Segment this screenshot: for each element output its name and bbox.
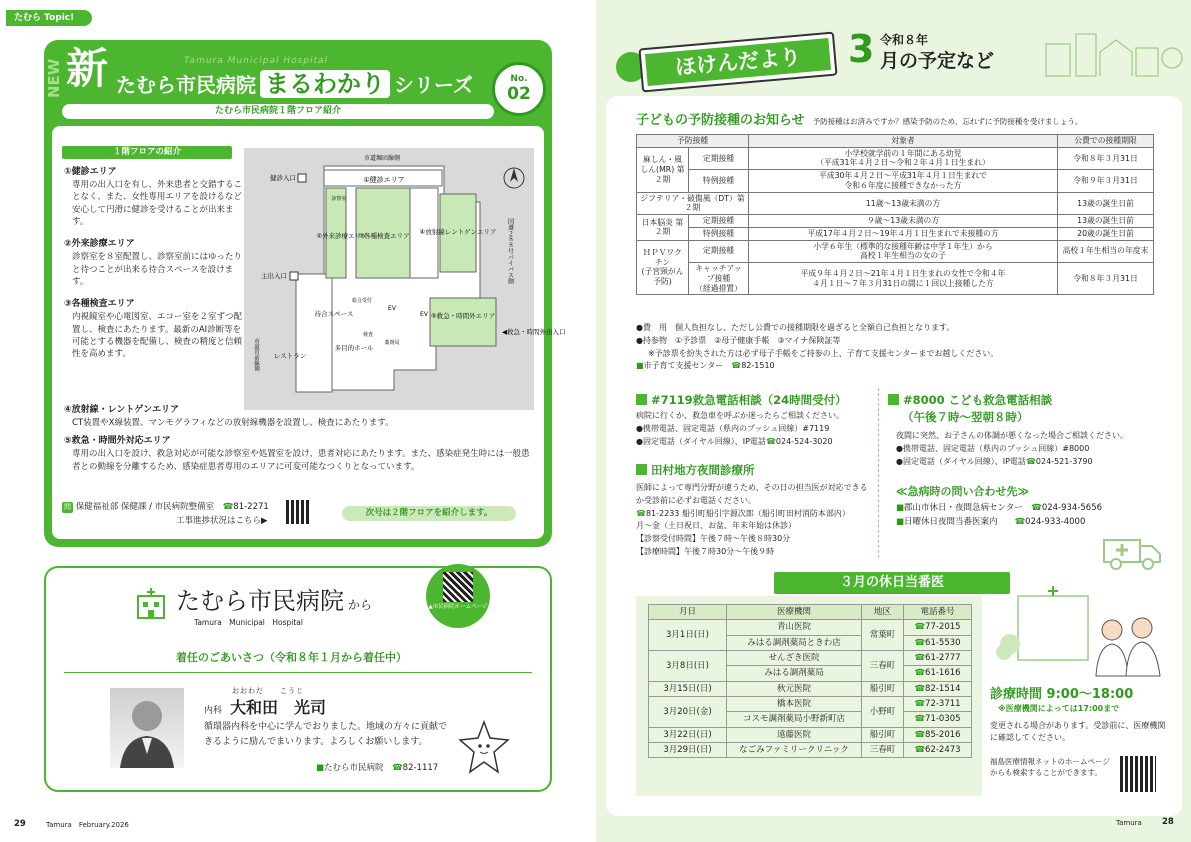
new-badge: NEW <box>45 58 63 98</box>
holiday-title: ３月の休日当番医 <box>774 572 1010 594</box>
emergency-title: ≪急病時の問い合わせ先≫ <box>896 485 1030 498</box>
table-row: 3月15日(日) 秋元医院 船引町 ☎82-1514 <box>649 681 972 696</box>
greeting-body: 循環器内科を中心に学んでおりました。地域の方々に貢献できるように励んでまいります。よろしくお願いします。 <box>204 722 448 748</box>
phone-icon: ☎ <box>222 502 234 512</box>
qr-code-medical-info[interactable] <box>1120 756 1156 792</box>
left-page <box>0 0 595 842</box>
phone-icon: ☎ <box>914 729 926 740</box>
map-road-left: 市道宮前線側 <box>253 338 259 371</box>
schedule-title: 月の予定など <box>880 50 995 72</box>
c7119-title: #7119救急電話相談（24時間受付） <box>636 392 847 409</box>
banner-title: ほけんだより <box>645 38 831 86</box>
area-item-1: ①健診エリア 専用の出入口を有し、外来患者と交錯することなく、また、女性専用エリアを設けるなど安心して円滑に健診を受けることが出来ます。 <box>64 167 243 227</box>
phone-icon: ☎ <box>914 683 926 694</box>
qr-badge[interactable]: ▲市民病院ホームページ <box>426 564 490 628</box>
map-exam-room: 診察室 <box>331 196 347 202</box>
phone-icon: ☎ <box>914 622 926 633</box>
month-number: 3 <box>848 27 875 71</box>
vaccination-notes: ●費 用 個人負担なし、ただし公費での接種期限を過ぎると全額自己負担となります。 ●持参物 ①予診票 ②母子健康手帳 ③マイナ保険証等 ※予診票を紛失された方は必ず母子手帳をご持参の上、子育て支援センターまでお越しください。 ■市子育て支援センター ☎82-1510 <box>636 323 999 371</box>
table-header: 月日 医療機関 地区 電話番号 <box>649 605 972 620</box>
map-area-1: ①健診エリア <box>363 176 405 184</box>
phone-icon: ☎ <box>731 361 742 371</box>
title-en: Tamura Municipal Hospital <box>184 56 329 66</box>
doctors-illustration <box>996 584 1166 676</box>
table-row: 3月20日(金) 橋本医院 小野町 ☎72-3711 <box>649 696 972 711</box>
table-row: みはる調剤薬局ときわ店 ☎61-5530 <box>649 635 972 650</box>
map-road-right: 国道２８８号バイパス側 <box>506 218 514 284</box>
feature-content <box>52 126 566 539</box>
clinic-hours-note: ※医療機関によっては17:00まで <box>998 704 1120 713</box>
left-page-number: 29 <box>14 819 26 829</box>
c7119-body: 病院に行くか、救急車を呼ぶか迷ったらご相談ください。 ●携帯電話、固定電話（県内のプッシュ回線）#7119 ●固定電話（ダイヤル回線）、IP電話☎024-524-3020 <box>636 411 844 446</box>
qr-code-progress[interactable] <box>286 500 310 524</box>
c8000-title: #8000 こども救急電話相談 （午後７時～翌朝８時） <box>888 392 1052 425</box>
night-clinic-title: 田村地方夜間診療所 <box>636 462 755 479</box>
table-row: ＨＰＶワクチン (子宮頸がん予防) 定期接種 小学６年生（標準的な接種年齢は中学１年生）から 高校１年生相当の女の子 高校１年生相当の年度末 <box>637 240 1154 262</box>
contact-line: 問 保健福祉部 保健課 / 市民病院整備室 ☎81-2271 <box>64 502 269 512</box>
night-clinic-body: 医師によって専門分野が違うため、その日の担当医が対応できるか受診前に必ずお電話ください。 ☎81-2233 船引町船引字源次郎（船引町田村消防本部内） 月～金（土日祝日、お盆、年末年始は休診） 【診察受付時間】午後７時～午後８時30分 【診療時間】午後７時30分～午後９時 <box>636 483 868 556</box>
issue-number-badge: No. 02 <box>492 62 546 116</box>
map-area-5: ⑤救急・時間外エリア <box>430 312 496 320</box>
search-note: 福島医療情報ネットのホームページからも検索することができます。 <box>990 757 1110 778</box>
right-page <box>596 0 1191 842</box>
ambulance-icon <box>1102 530 1164 570</box>
change-note: 変更される場合があります。受診前に、医療機関に確認してください。 <box>990 721 1166 742</box>
map-pharmacy: 薬剤局 <box>384 340 400 346</box>
map-area-2: ②外来診療エリア <box>316 232 368 240</box>
map-ev-1: EV <box>388 305 396 312</box>
mascot-character <box>456 718 512 776</box>
area-item-2: ②外来診療エリア 診察室を８室配置し、診察室前にはゆったりと待つことが出来る待合スペースを設けます。 <box>64 239 242 287</box>
title-big-char: 新 <box>66 44 109 93</box>
right-footer: Tamura <box>1116 819 1142 827</box>
table-row: キャッチアップ接種 （経過措置） 平成９年４月２日～21年４月１日生まれの女性で令和４年 ４月１日～７年３月31日の間に１回以上接種した方 令和８年３月31日 <box>637 263 1154 295</box>
contact-icon: 問 <box>64 503 71 511</box>
progress-link[interactable]: 工事進捗状況はこちら▶ <box>176 516 268 526</box>
map-emergency-entrance: ◀救急・時間外出入口 <box>502 328 566 336</box>
table-row: みはる調剤薬局 ☎61-1616 <box>649 666 972 681</box>
column-divider <box>878 388 879 558</box>
table-row: 特例接種 平成17年４月２日～19年４月１日生まれで未接種の方 20歳の誕生日前 <box>637 227 1154 240</box>
floor-map <box>244 148 566 410</box>
doctor-ruby: おおわだ こうじ <box>232 687 304 695</box>
map-restaurant: レストラン <box>273 352 307 360</box>
doctor-photo <box>110 688 184 768</box>
banner-frame <box>638 32 837 93</box>
hospital-name-en: Tamura Municipal Hospital <box>194 618 303 627</box>
phone-icon: ☎ <box>914 637 926 648</box>
area-item-3: ③各種検査エリア 内視鏡室や心電図室、エコー室を２室ずつ配置し、検査にあたります。最新のAI診断等を可能とする機器を配備し、検査の精度と信頼性を高めます。 <box>64 299 243 360</box>
greeting-title: 着任のごあいさつ（令和８年１月から着任中） <box>176 651 407 664</box>
phone-icon: ☎ <box>914 744 926 755</box>
right-content-box <box>606 96 1182 816</box>
phone-icon: ☎ <box>914 652 926 663</box>
phone-icon: ☎ <box>1014 516 1026 527</box>
town-illustration <box>1036 24 1186 76</box>
map-area-4: ④放射線レントゲンエリア <box>419 228 497 236</box>
map-road-top: 市道堀田線側 <box>363 155 401 162</box>
phone-icon: ☎ <box>914 668 926 679</box>
table-row: コスモ調剤薬局小野新町店 ☎71-0305 <box>649 712 972 727</box>
map-area-3: ③各種検査エリア <box>358 232 410 240</box>
topic-tag: たむら Topic! <box>6 10 92 26</box>
area-list <box>64 166 244 371</box>
map-multi-hall: 多目的ホール <box>334 344 374 352</box>
table-row: 3月29日(日) なごみファミリークリニック 三春町 ☎62-2473 <box>649 742 972 757</box>
reiwa-year: 令和８年 <box>880 33 929 47</box>
hospital-contact: ■たむら市民病院 ☎82-1117 <box>316 763 439 773</box>
section-label: １階フロアの紹介 <box>62 146 232 159</box>
phone-icon: ☎ <box>765 436 776 446</box>
map-ev-2: EV <box>420 311 428 318</box>
area-list-wide <box>64 404 534 473</box>
table-row: 3月8日(日) せんざき医院 三春町 ☎61-2777 <box>649 650 972 665</box>
phone-icon: ☎ <box>1025 456 1036 466</box>
feature-title: たむら市民病院 まるわかり シリーズ <box>116 70 473 98</box>
emergency-list: ■郡山市休日・夜間急病センター ☎024-934-5656 ■日曜休日夜間当番医案内 ☎024-933-4000 <box>896 503 1103 527</box>
vaccination-title: 子どもの予防接種のお知らせ 予防接種はお済みですか？感染予防のため、忘れずに予防接種を受けましょう。 <box>636 113 1083 128</box>
map-reception: 総合受付 <box>351 298 373 304</box>
phone-icon: ☎ <box>1031 503 1042 513</box>
map-main-entrance: 主出入口 <box>261 272 287 280</box>
map-checkup-entrance: 健診入口 <box>270 174 296 182</box>
left-footer: Tamura February.2026 <box>46 821 129 829</box>
table-header: 予防接種 対象者 公費での接種期限 <box>637 135 1154 148</box>
feature-subtitle: たむら市民病院１階フロア紹介 <box>62 104 494 119</box>
phone-icon: ☎ <box>914 698 926 709</box>
phone-icon: ☎ <box>636 508 646 518</box>
phone-icon: ☎ <box>392 763 403 773</box>
phone-icon: ☎ <box>914 714 926 725</box>
table-row: 3月1日(日) 青山医院 常葉町 ☎77-2015 <box>649 620 972 635</box>
clinic-hours: 診療時間 9:00～18:00 <box>990 687 1134 702</box>
vaccination-table <box>636 134 1154 295</box>
hospital-building-icon <box>134 586 168 620</box>
c8000-body: 夜間に突然、お子さんの体調が悪くなった場合ご相談ください。 ●携帯電話、固定電話（県内のプッシュ回線）#8000 ●固定電話（ダイヤル回線）、IP電話☎024-521-3790 <box>896 431 1128 466</box>
table-row: ジフテリア・破傷風（DT）第２期 11歳～13歳未満の方 13歳の誕生日前 <box>637 192 1154 214</box>
qr-code-hospital[interactable] <box>443 572 473 602</box>
right-page-number: 28 <box>1162 817 1174 827</box>
divider <box>64 672 532 673</box>
area-item-4: ④放射線・レントゲンエリア CT装置やX線装置、マンモグラフィなどの放射線機器を設置し、検査にあたります。 <box>64 405 394 429</box>
table-row: 特例接種 平成30年４月２日～平成31年４月１日生まれで 令和６年度に接種できなかった方 令和９年３月31日 <box>637 170 1154 192</box>
hospital-name: たむら市民病院 から <box>176 587 373 615</box>
doctor-name-line: 内科 大和田 光司 <box>204 698 327 717</box>
map-waiting: 待合スペース <box>314 310 354 318</box>
table-row: 日本脳炎 第２期 定期接種 ９歳～13歳未満の方 13歳の誕生日前 <box>637 215 1154 228</box>
holiday-table <box>648 604 972 758</box>
map-exam: 検査 <box>362 332 374 338</box>
area-item-5: ⑤救急・時間外対応エリア 専用の出入口を設け、救急対応が可能な診察室や処置室を設け、患者対応にあたります。また、感染症発生時には一般患者との動線を分離するため、感染症患者専用のエリアに可変可能なつくりとなっています。 <box>64 436 530 472</box>
table-row: 麻しん・風しん(MR) 第２期 定期接種 小学校就学前の１年間にある幼児 （平成31年４月２日～令和２年４月１日生まれ） 令和８年３月31日 <box>637 147 1154 169</box>
table-row: 3月22日(日) 遠藤医院 船引町 ☎85-2016 <box>649 727 972 742</box>
next-issue-note: 次号は２階フロアを紹介します。 <box>342 506 516 521</box>
